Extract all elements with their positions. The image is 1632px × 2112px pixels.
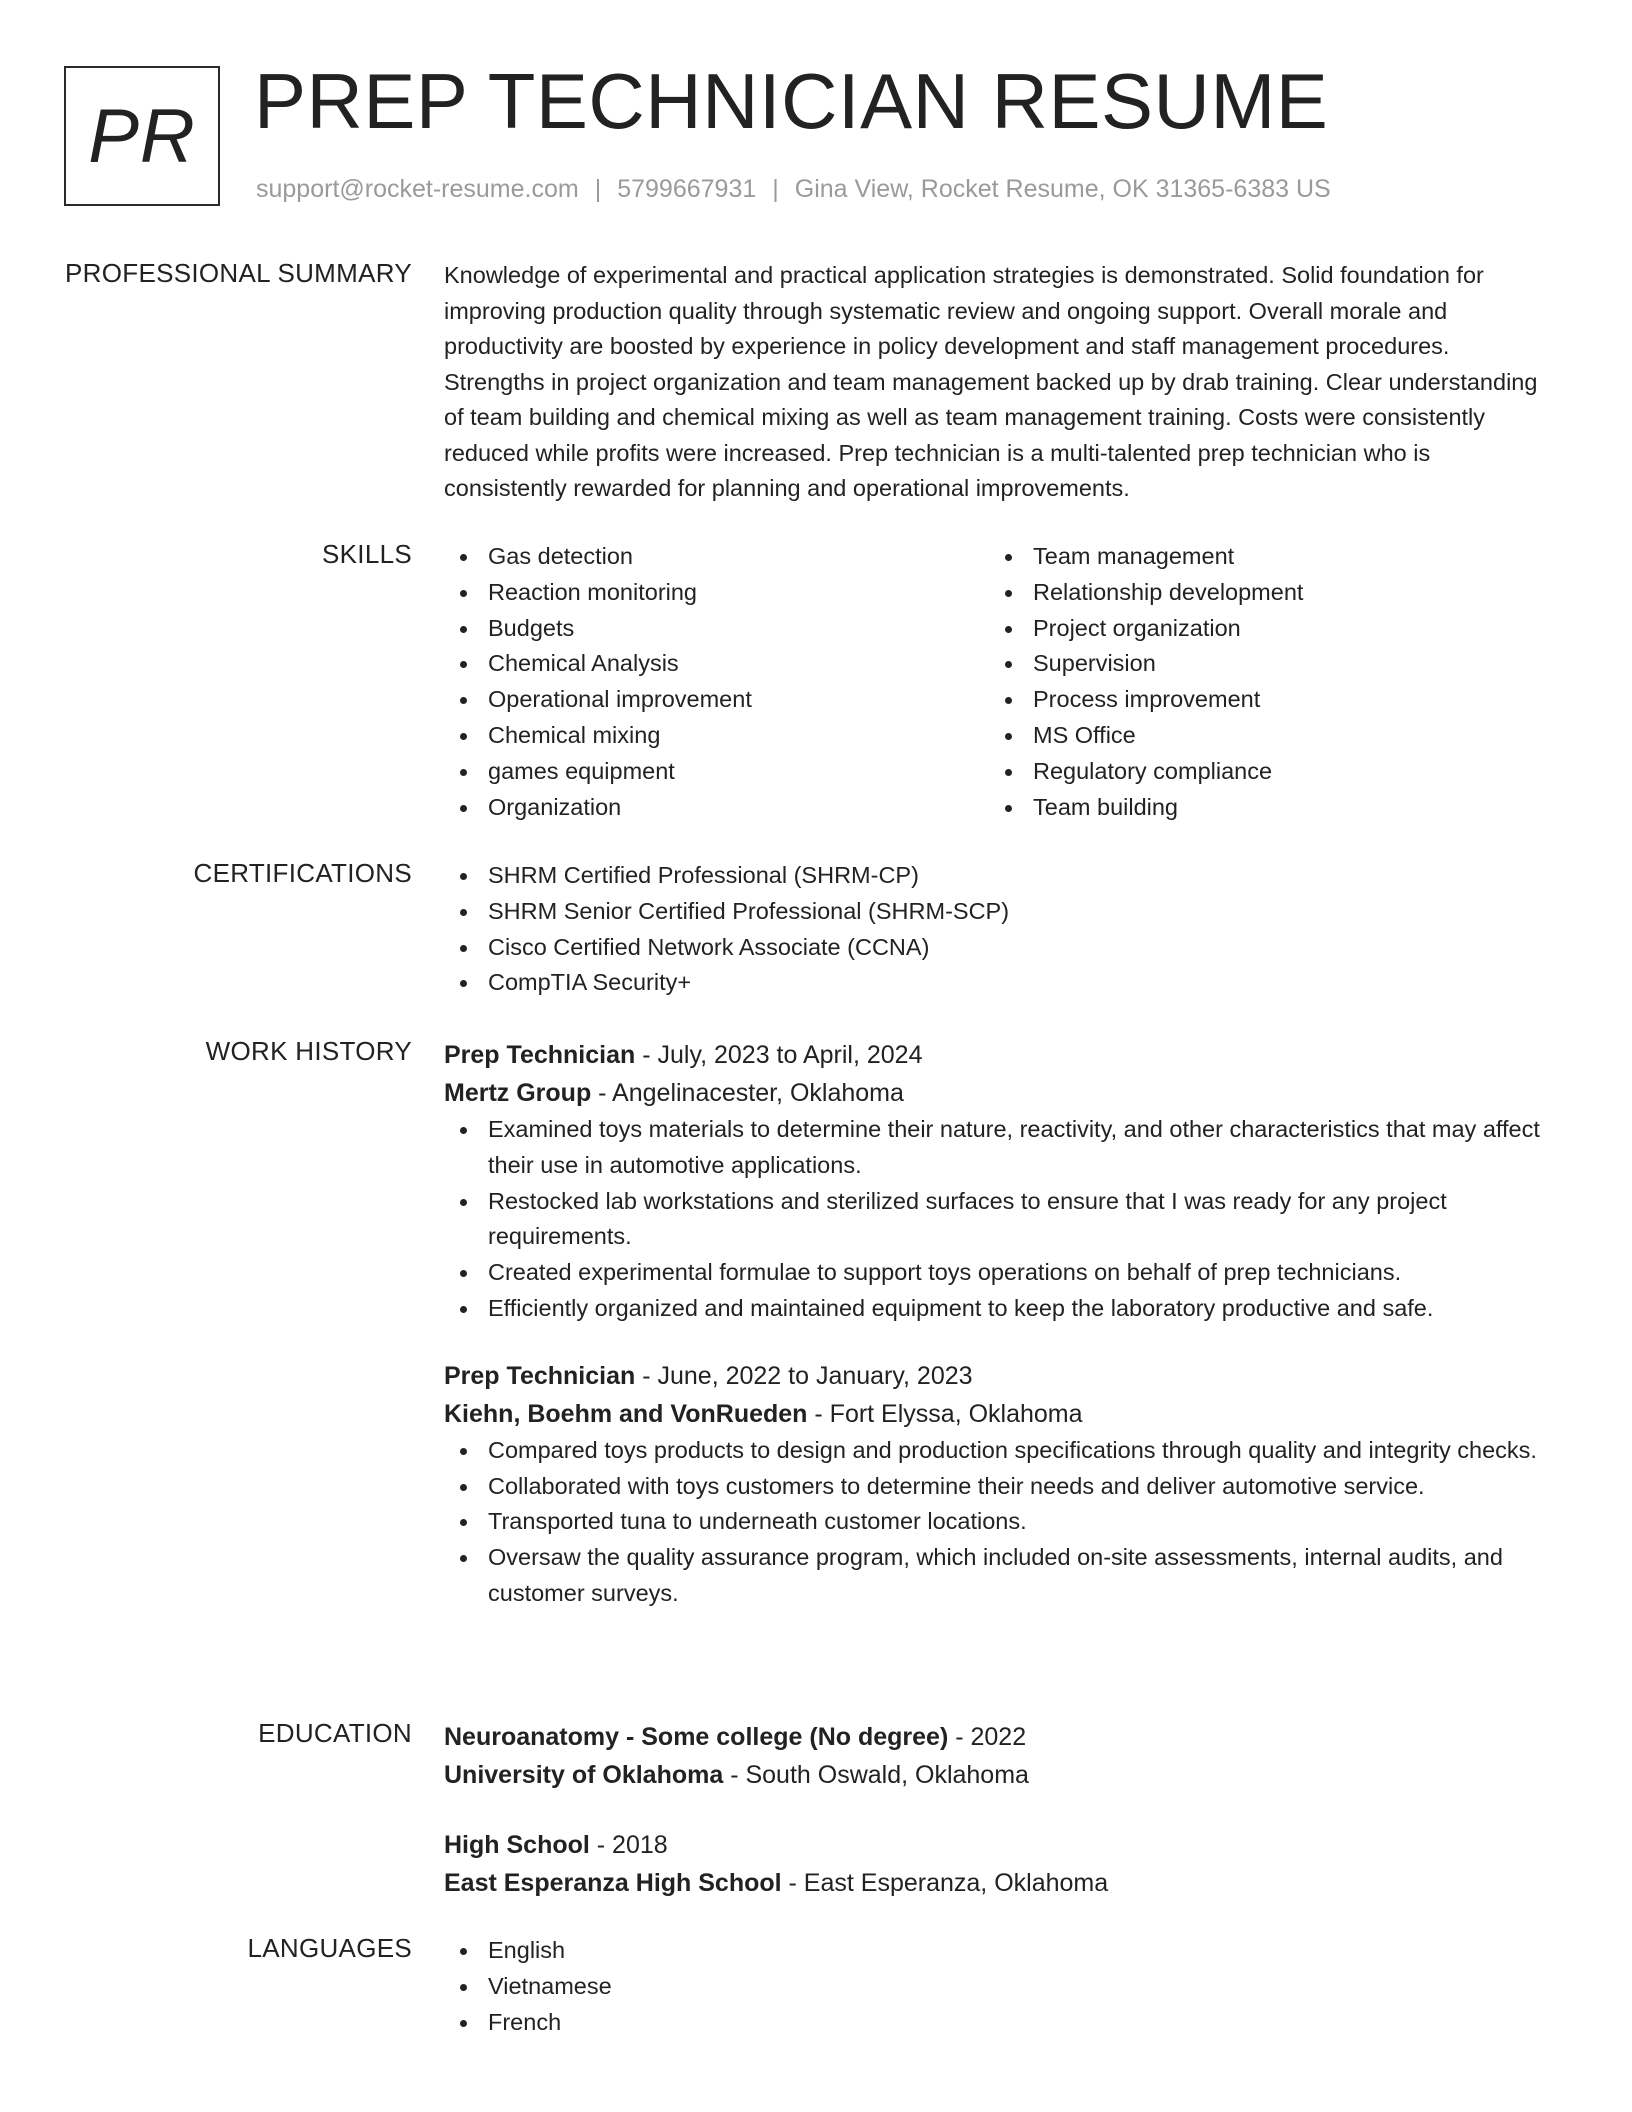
skill-item: Chemical Analysis (444, 646, 989, 682)
education-school: University of Oklahoma (444, 1761, 724, 1789)
skill-item: Budgets (444, 611, 989, 647)
contact-email[interactable]: support@rocket-resume.com (256, 175, 579, 203)
skill-item: Reaction monitoring (444, 575, 989, 611)
certification-item: SHRM Certified Professional (SHRM-CP) (444, 858, 1556, 894)
education-entry (444, 1826, 1556, 1902)
education-degree: Neuroanatomy - Some college (No degree) (444, 1723, 949, 1751)
contact-address: Gina View, Rocket Resume, OK 31365-6383 US (794, 175, 1331, 203)
languages-list (444, 1933, 1556, 2040)
job-entry (444, 1036, 1556, 1327)
job-bullet: Examined toys materials to determine their nature, reactivity, and other characteristics that may affect their use in automotive applications. (444, 1112, 1556, 1184)
job-bullet: Compared toys products to design and production specifications through quality and integrity checks. (444, 1433, 1556, 1469)
language-item: French (444, 2005, 1556, 2041)
skill-item: games equipment (444, 754, 989, 790)
education-year: - 2022 (948, 1723, 1027, 1751)
certification-item: SHRM Senior Certified Professional (SHRM-SCP) (444, 894, 1556, 930)
section-label-languages: LANGUAGES (247, 1933, 412, 1963)
skill-item: Process improvement (989, 682, 1534, 718)
resume-title: PREP TECHNICIAN RESUME (254, 57, 1329, 145)
section-label-skills: SKILLS (322, 539, 412, 569)
skill-item: Relationship development (989, 575, 1534, 611)
education-location: - East Esperanza, Oklahoma (781, 1869, 1109, 1897)
education-degree: High School (444, 1831, 590, 1859)
job-dates: - June, 2022 to January, 2023 (635, 1361, 973, 1390)
skill-item: Chemical mixing (444, 718, 989, 754)
job-title: Prep Technician (444, 1041, 636, 1069)
contact-line (256, 174, 1331, 204)
job-bullet: Collaborated with toys customers to determine their needs and deliver automotive service. (444, 1469, 1556, 1505)
monogram-initials: PR (88, 93, 196, 179)
language-item: Vietnamese (444, 1969, 1556, 2005)
job-bullet: Created experimental formulae to support toys operations on behalf of prep technicians. (444, 1255, 1556, 1291)
job-title-line (444, 1357, 1556, 1395)
section-label-certifications: CERTIFICATIONS (193, 858, 412, 888)
job-bullet: Oversaw the quality assurance program, which included on-site assessments, internal audits, and customer surveys. (444, 1540, 1556, 1612)
education-school-line (444, 1864, 1556, 1902)
education-degree-line (444, 1826, 1556, 1864)
education-degree-line (444, 1718, 1556, 1756)
contact-separator: | (772, 175, 779, 203)
job-company: Mertz Group (444, 1079, 592, 1107)
job-company-line (444, 1074, 1556, 1112)
education-school: East Esperanza High School (444, 1869, 782, 1897)
job-bullets (444, 1112, 1556, 1327)
section-label-work-history: WORK HISTORY (205, 1036, 412, 1066)
job-location: - Angelinacester, Oklahoma (591, 1079, 904, 1107)
summary-text: Knowledge of experimental and practical application strategies is demonstrated. Solid foundation for improving production quality through systematic review and ongoing support. Overall morale and productivity are boosted by experience in policy development and staff management procedures. Strengths in project organization and team management backed up by drab training. Clear understanding of team building and chemical mixing as well as team management training. Costs were consistently reduced while profits were increased. Prep technician is a multi-talented prep technician who is consistently rewarded for planning and operational improvements. (444, 262, 1538, 501)
skill-item: Project organization (989, 611, 1534, 647)
job-location: - Fort Elyssa, Oklahoma (807, 1399, 1083, 1428)
education-location: - South Oswald, Oklahoma (723, 1761, 1029, 1789)
contact-phone[interactable]: 5799667931 (617, 175, 757, 203)
skill-item: Team building (989, 790, 1534, 826)
section-label-education: EDUCATION (258, 1718, 412, 1748)
certifications-list (444, 858, 1556, 1001)
skill-item: Regulatory compliance (989, 754, 1534, 790)
skill-item: Team management (989, 539, 1534, 575)
skill-item: Gas detection (444, 539, 989, 575)
skills-list-right (989, 539, 1534, 825)
job-company: Kiehn, Boehm and VonRueden (444, 1399, 808, 1428)
job-bullet: Restocked lab workstations and sterilized surfaces to ensure that I was ready for any project requirements. (444, 1184, 1556, 1256)
language-item: English (444, 1933, 1556, 1969)
education-year: - 2018 (589, 1831, 668, 1859)
job-bullet: Transported tuna to underneath customer locations. (444, 1504, 1556, 1540)
skill-item: Supervision (989, 646, 1534, 682)
certification-item: Cisco Certified Network Associate (CCNA) (444, 930, 1556, 966)
job-bullets (444, 1433, 1556, 1612)
education-entry (444, 1718, 1556, 1794)
monogram-badge (64, 66, 220, 206)
job-company-line (444, 1395, 1556, 1433)
job-dates: - July, 2023 to April, 2024 (635, 1041, 923, 1069)
certification-item: CompTIA Security+ (444, 965, 1556, 1001)
section-label-summary: PROFESSIONAL SUMMARY (65, 258, 412, 288)
skill-item: Organization (444, 790, 989, 826)
job-bullet: Efficiently organized and maintained equipment to keep the laboratory productive and safe. (444, 1291, 1556, 1327)
job-title-line (444, 1036, 1556, 1074)
skill-item: MS Office (989, 718, 1534, 754)
contact-separator: | (594, 175, 602, 203)
job-title: Prep Technician (444, 1361, 636, 1390)
skills-list-left (444, 539, 989, 825)
skill-item: Operational improvement (444, 682, 989, 718)
job-entry (444, 1357, 1556, 1612)
education-school-line (444, 1756, 1556, 1794)
